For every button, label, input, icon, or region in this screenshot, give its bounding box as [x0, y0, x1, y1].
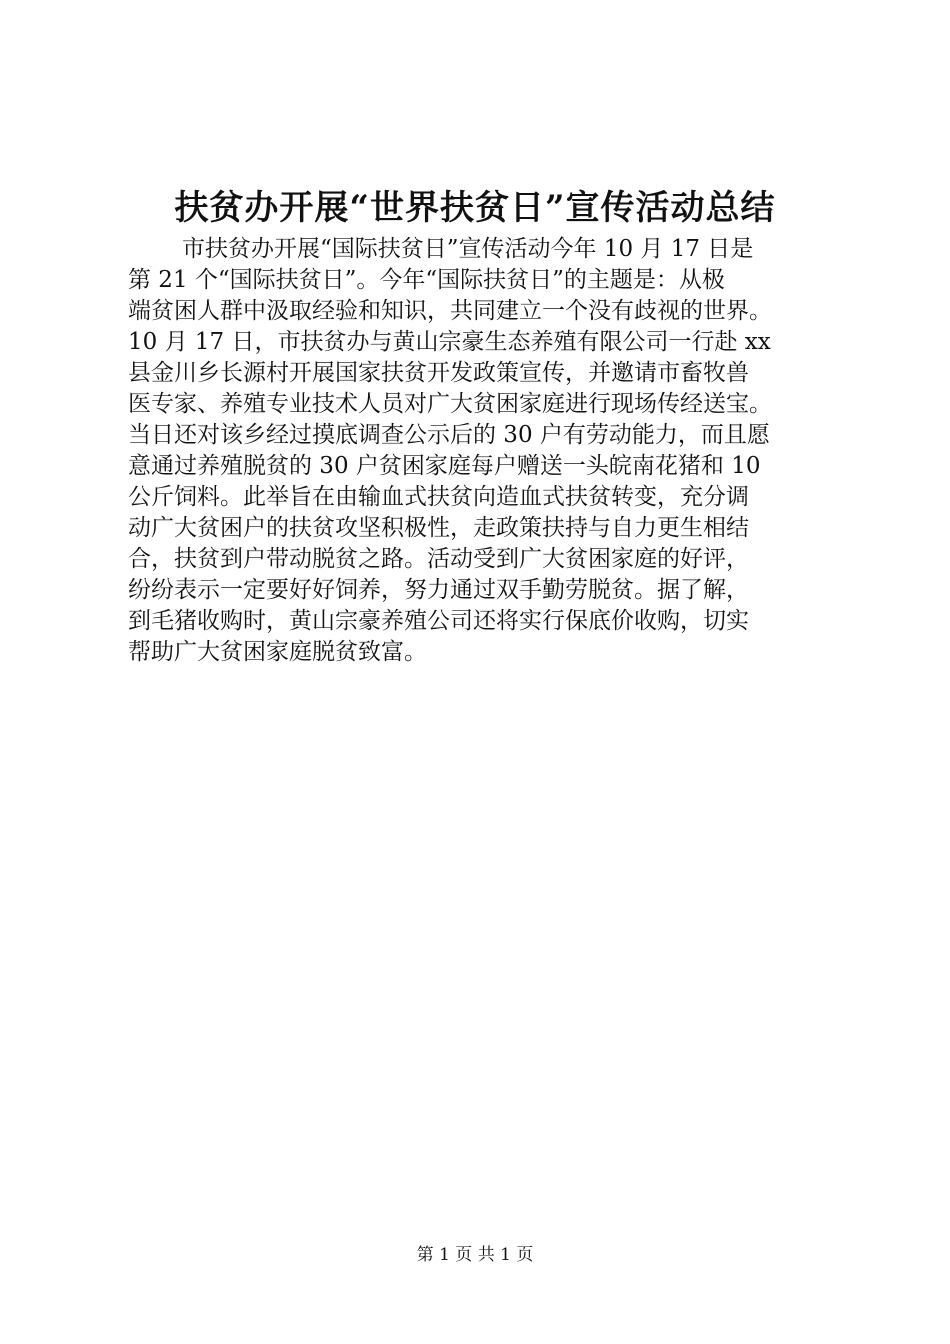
- body-line: 市扶贫办开展“国际扶贫日”宣传活动今年 10 月 17 日是: [182, 236, 754, 262]
- body-line: 合，扶贫到户带动脱贫之路。活动受到广大贫困家庭的好评，: [128, 546, 749, 572]
- body-line: 动广大贫困户的扶贫攻坚积极性，走政策扶持与自力更生相结: [128, 515, 749, 541]
- body-line: 10 月 17 日，市扶贫办与黄山宗豪生态养殖有限公司一行赴 xx: [128, 329, 771, 355]
- body-line: 县金川乡长源村开展国家扶贫开发政策宣传，并邀请市畜牧兽: [128, 360, 749, 386]
- body-line: 端贫困人群中汲取经验和知识，共同建立一个没有歧视的世界。: [128, 298, 772, 324]
- body-line: 医专家、养殖专业技术人员对广大贫困家庭进行现场传经送宝。: [128, 391, 772, 417]
- body-line: 当日还对该乡经过摸底调查公示后的 30 户有劳动能力，而且愿: [128, 422, 770, 448]
- body-line: 第 21 个“国际扶贫日”。今年“国际扶贫日”的主题是：从极: [128, 267, 725, 293]
- body-line: 纷纷表示一定要好好饲养，努力通过双手勤劳脱贫。据了解，: [128, 577, 749, 603]
- page-number-footer: 第 1 页 共 1 页: [416, 1245, 534, 1265]
- body-line: 公斤饲料。此举旨在由输血式扶贫向造血式扶贫转变，充分调: [128, 484, 749, 510]
- body-line: 帮助广大贫困家庭脱贫致富。: [128, 639, 427, 665]
- body-line: 到毛猪收购时，黄山宗豪养殖公司还将实行保底价收购，切实: [128, 608, 749, 634]
- document-title: 扶贫办开展“世界扶贫日”宣传活动总结: [174, 188, 776, 228]
- body-line: 意通过养殖脱贫的 30 户贫困家庭每户赠送一头皖南花猪和 10: [128, 453, 761, 479]
- document-body: [128, 234, 838, 668]
